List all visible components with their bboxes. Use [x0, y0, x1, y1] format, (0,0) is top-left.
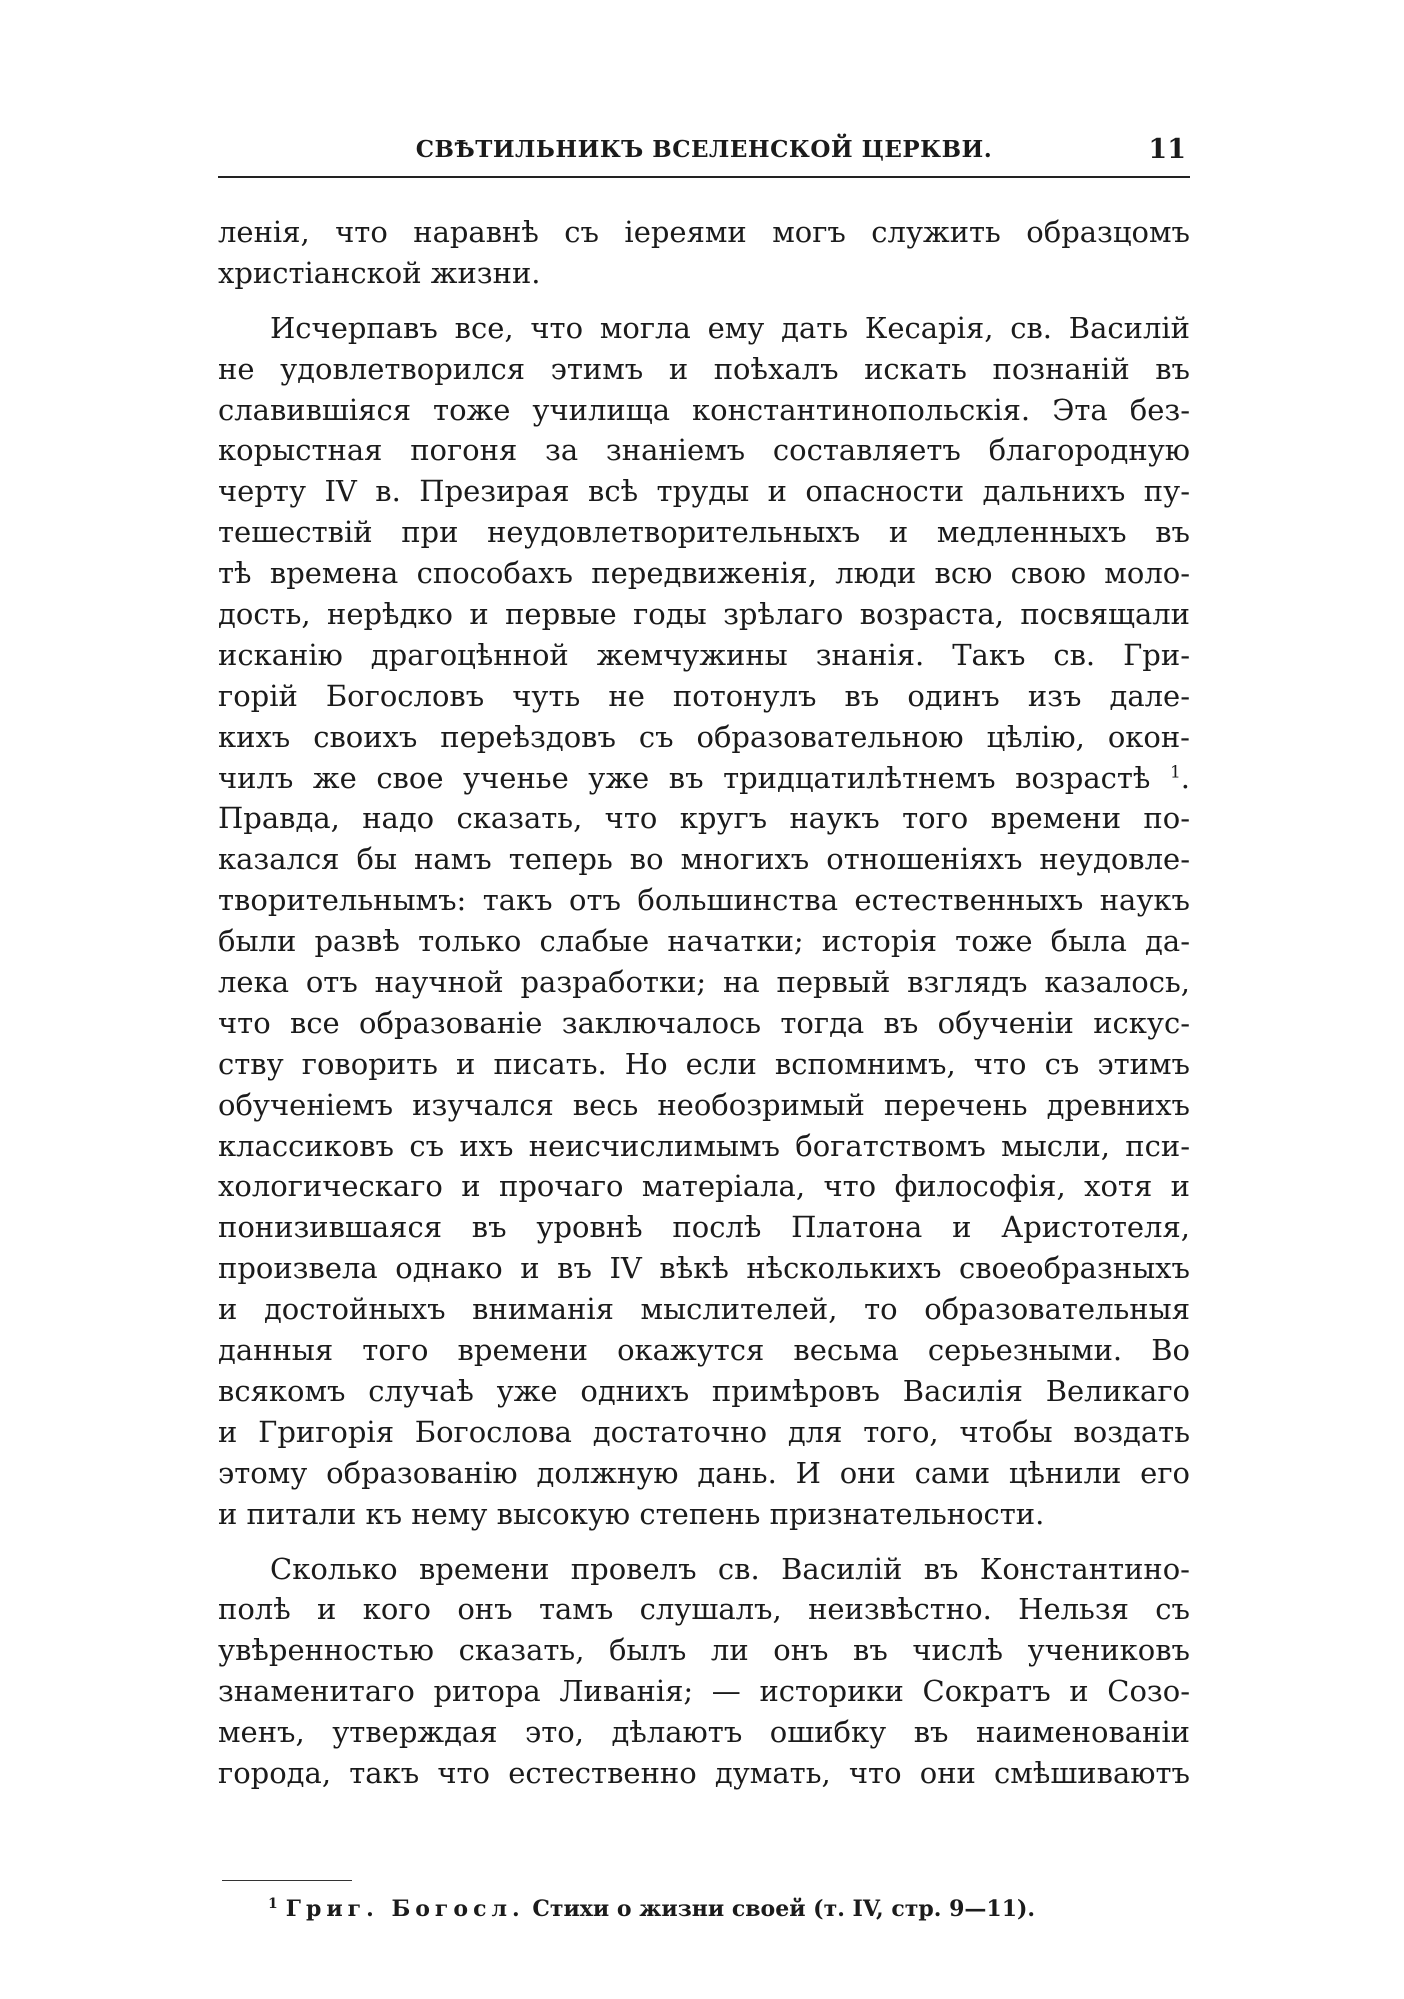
text-line: христіанской жизни.: [218, 255, 541, 290]
text-line: и достойныхъ вниманія мыслителей, то образовательныя: [218, 1292, 1190, 1327]
text-line: менъ, утверждая это, дѣлаютъ ошибку въ наименованіи: [218, 1715, 1190, 1750]
footnote-ref: 1: [1169, 761, 1181, 782]
text-line: ству говорить и писать. Но если вспомнимъ, что съ этимъ: [218, 1046, 1190, 1081]
text-line: славившіяся тоже училища константинопольскія. Эта без-: [218, 392, 1190, 427]
text-line: и Григорія Богослова достаточно для того, чтобы воздать: [218, 1414, 1190, 1449]
text-line: Сколько времени провелъ св. Василій въ Константино-: [270, 1551, 1190, 1586]
footnote: [268, 1896, 1035, 1922]
running-title: СВѢТИЛЬНИКЪ ВСЕЛЕНСКОЙ ЦЕРКВИ.: [415, 136, 993, 163]
text-line: были развѣ только слабые начатки; исторія тоже была да-: [218, 924, 1190, 959]
text-line: хологическаго и прочаго матеріала, что философія, хотя и: [218, 1169, 1190, 1204]
line-text: чилъ же свое ученье уже въ тридцатилѣтнемъ возрастѣ: [218, 760, 1151, 795]
text-line: горій Богословъ чуть не потонулъ въ одинъ изъ далe-: [218, 678, 1190, 713]
text-line: увѣренностью сказать, былъ ли онъ въ числѣ учениковъ: [218, 1633, 1190, 1668]
text-line: этому образованію должную дань. И они сами цѣнили его: [218, 1455, 1190, 1490]
page-number: 11: [1148, 134, 1186, 165]
text-line: лека отъ научной разработки; на первый взглядъ казалось,: [218, 965, 1190, 1000]
text-line: не удовлетворился этимъ и поѣхалъ искать познаній въ: [218, 351, 1190, 386]
text-line: тешествій при неудовлетворительныхъ и медленныхъ въ: [218, 515, 1190, 550]
text-line: дость, нерѣдко и первые годы зрѣлаго возраста, посвящали: [218, 597, 1190, 632]
text-line: Правда, надо сказать, что кругъ наукъ того времени по-: [218, 801, 1190, 836]
text-line: и питали къ нему высокую степень признательности.: [218, 1496, 1045, 1531]
footnote-text: Стихи о жизни своей (т. IV, стр. 9—11).: [532, 1896, 1036, 1922]
text-line: черту IV в. Презирая всѣ труды и опасности дальнихъ пу-: [218, 474, 1190, 509]
footnote-mark: 1: [268, 1895, 278, 1912]
text-line: корыстная погоня за знаніемъ составляетъ благородную: [218, 433, 1190, 468]
text-line: всякомъ случаѣ уже однихъ примѣровъ Василія Великаго: [218, 1373, 1190, 1408]
text-line: казался бы намъ теперь во многихъ отношеніяхъ неудовле-: [218, 842, 1190, 877]
text-line: ленія, что наравнѣ съ іереями могъ служить образцомъ: [218, 215, 1190, 249]
text-line: кихъ своихъ переѣздовъ съ образовательною цѣлію, окон-: [218, 719, 1190, 754]
page-header: [218, 132, 1190, 178]
text-line: тѣ времена способахъ передвиженія, люди всю свою моло-: [218, 556, 1190, 591]
text-line: произвела однако и въ IV вѣкѣ нѣсколькихъ своеобразныхъ: [218, 1251, 1190, 1286]
text-line: творительнымъ: такъ отъ большинства естественныхъ наукъ: [218, 883, 1190, 918]
text-line: данныя того времени окажутся весьма серьезными. Во: [218, 1333, 1190, 1368]
footnote-author: Григ. Богосл.: [285, 1896, 525, 1922]
body-text: [218, 212, 1190, 1794]
text-line: понизившаяся въ уровнѣ послѣ Платона и Аристотеля,: [218, 1210, 1190, 1245]
text-line: классиковъ съ ихъ неисчислимымъ богатствомъ мысли, пси-: [218, 1128, 1190, 1163]
text-line-with-footnote-ref: чилъ же свое ученье уже въ тридцатилѣтнемъ возрастѣ $^1$.: [218, 760, 1191, 795]
text-line: полѣ и кого онъ тамъ слушалъ, неизвѣстно. Нельзя съ: [218, 1592, 1190, 1627]
footnote-divider: [222, 1880, 352, 1881]
text-line: города, такъ что естественно думать, что они смѣшиваютъ: [218, 1755, 1190, 1790]
text-line: что все образованіе заключалось тогда въ обученіи искус-: [218, 1005, 1190, 1040]
text-line: обученіемъ изучался весь необозримый перечень древнихъ: [218, 1087, 1190, 1122]
text-line: исканію драгоцѣнной жемчужины знанія. Такъ св. Гри-: [218, 637, 1190, 672]
text-line: знаменитаго ритора Ливанія; — историки Сократъ и Созо-: [218, 1674, 1190, 1709]
text-line: Исчерпавъ все, что могла ему дать Кесарія, св. Василій: [270, 310, 1190, 345]
